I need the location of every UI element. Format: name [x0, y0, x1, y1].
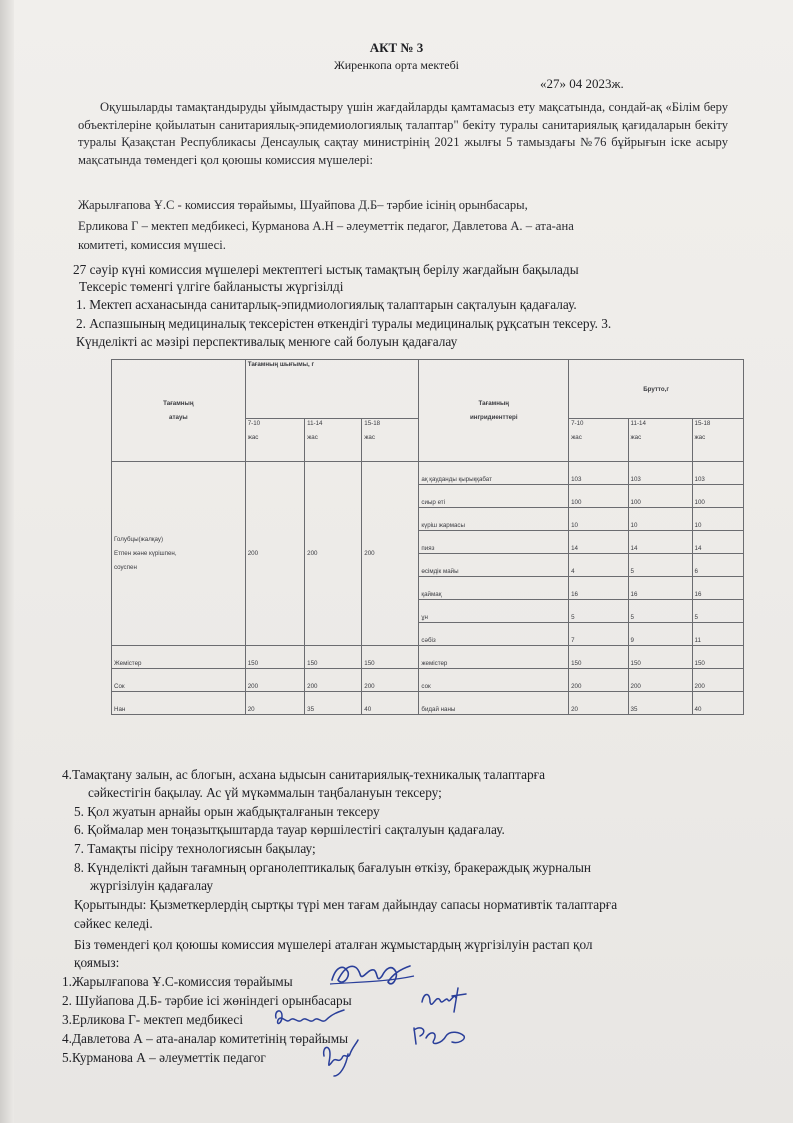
ingredient-name: өсімдік майы [419, 554, 569, 577]
signatory-2: 2. Шуйапова Д.Б- тәрбие ісі жөніндегі орынбасары [62, 993, 352, 1008]
check-item-3: Күнделікті ас мәзірі перспективалық менюге сай болуын қадағалау [76, 334, 458, 349]
brutto-cell: 14 [569, 531, 628, 554]
brutto-cell: 35 [628, 692, 692, 715]
menu-table [111, 359, 744, 715]
brutto-cell: 200 [628, 669, 692, 692]
check-item-1: 1. Мектеп асханасында санитарлық-эпидмиологиялық талаптарын сақталуын қадағалау. [76, 297, 577, 312]
ingredient-name: күріш жармасы [419, 508, 569, 531]
brutto-cell: 5 [628, 600, 692, 623]
members-line-2: Ерликова Г – мектеп медбикесі, Курманова А.Н – әлеуметтік педагог, Давлетова А. – ата-ана [78, 219, 574, 233]
ingredient-name: сиыр еті [419, 485, 569, 508]
check-item-6: 6. Қоймалар мен тоңазытқыштарда тауар көршілестігі сақталуын қадағалау. [74, 822, 505, 837]
signatory-4: 4.Давлетова А – ата-аналар комитетінің төрайымы [62, 1031, 349, 1046]
ingredient-name: ақ қауданды қырыққабат [419, 462, 569, 485]
brutto-cell: 6 [692, 554, 743, 577]
brutto-cell: 150 [569, 646, 628, 669]
check-item-4b: сәйкестігін бақылау. Ас үй мүкәммалын таңбалануын тексеру; [88, 785, 442, 800]
brutto-cell: 14 [692, 531, 743, 554]
brutto-cell: 14 [628, 531, 692, 554]
brutto-cell: 103 [569, 462, 628, 485]
portion-cell: 200 [245, 669, 304, 692]
portion-cell: 40 [362, 692, 419, 715]
ingredient-name: ұн [419, 600, 569, 623]
brutto-cell: 4 [569, 554, 628, 577]
brutto-cell: 5 [569, 600, 628, 623]
brutto-cell: 150 [628, 646, 692, 669]
signature-1 [326, 958, 416, 994]
portion-cell: 200 [305, 462, 362, 646]
ingredient-name: қаймақ [419, 577, 569, 600]
brutto-cell: 9 [628, 623, 692, 646]
signature-5 [318, 1036, 362, 1080]
brutto-cell: 100 [692, 485, 743, 508]
dish-name: Жемістер [112, 646, 246, 669]
signature-4 [408, 1022, 470, 1050]
intro-paragraph: Оқушыларды тамақтандыруды ұйымдастыру үшін жағдайларды қамтамасыз ету мақсатында, сондай-ақ «Білім беру объектілеріне қойылатын санитариялық-эпидемиологиялық талаптар" бекіту туралы санитариялық қағидаларын бекіту туралы Қазақстан Республикасы Денсаулық сақтау министрінің 2021 жылғы 5 тамыздағы №76 бұйрығын іске асыру мақсатында төмендегі қол қоюшы комиссия мүшелері: [78, 100, 728, 167]
page-shadow-edge [0, 0, 14, 1123]
table-row [112, 692, 744, 715]
portion-cell: 150 [305, 646, 362, 669]
signature-2 [418, 984, 470, 1014]
table-row [112, 669, 744, 692]
header-portion: Тағамның шығымы, г [245, 360, 419, 419]
portion-cell: 200 [245, 462, 304, 646]
brutto-cell: 100 [628, 485, 692, 508]
portion-cell: 200 [362, 669, 419, 692]
header-brutto: Брутто,г [569, 360, 744, 419]
check-item-7: 7. Тамақты пісіру технологиясын бақылау; [74, 841, 316, 856]
signatory-1: 1.Жарылғапова Ұ.С-комиссия төрайымы [62, 974, 293, 989]
check-item-8b: жүргізілуін қадағалау [90, 878, 214, 893]
table-row [112, 462, 744, 485]
inspection-line-2: Тексеріс төменгі үлгіге байланысты жүргізілді [79, 279, 344, 294]
table-row [112, 646, 744, 669]
brutto-cell: 200 [569, 669, 628, 692]
age-cell: 11-14 жас [305, 419, 362, 462]
age-cell: 11-14 жас [628, 419, 692, 462]
ingredient-name: сәбіз [419, 623, 569, 646]
confirm-line-1: Біз төмендегі қол қоюшы комиссия мүшелері аталған жұмыстардың жүргізілуін растап қол [74, 937, 593, 952]
members-line-1: Жарылғапова Ұ.С - комиссия төрайымы, Шуайпова Д.Б– тәрбие ісінің орынбасары, [78, 198, 528, 212]
inspection-line-1: 27 сәуір күні комиссия мүшелері мектептегі ыстық тамақтың берілу жағдайын бақылады [73, 262, 579, 277]
brutto-cell: 7 [569, 623, 628, 646]
dish-name: Нан [112, 692, 246, 715]
brutto-cell: 20 [569, 692, 628, 715]
brutto-cell: 5 [628, 554, 692, 577]
portion-cell: 150 [362, 646, 419, 669]
brutto-cell: 10 [569, 508, 628, 531]
brutto-cell: 16 [569, 577, 628, 600]
brutto-cell: 150 [692, 646, 743, 669]
portion-cell: 150 [245, 646, 304, 669]
signature-3 [270, 1004, 348, 1032]
brutto-cell: 11 [692, 623, 743, 646]
portion-cell: 200 [305, 669, 362, 692]
header-ingredients: Тағамның ингридиенттері [419, 360, 569, 462]
portion-cell: 20 [245, 692, 304, 715]
conclusion-line-2: сәйкес келеді. [74, 916, 153, 931]
age-cell: 15-18 жас [362, 419, 419, 462]
brutto-cell: 10 [628, 508, 692, 531]
header-dish-name: Тағамның атауы [112, 360, 246, 462]
signatory-5: 5.Курманова А – әлеуметтік педагог [62, 1050, 266, 1065]
ingredient-name: бидай наны [419, 692, 569, 715]
check-item-8a: 8. Күнделікті дайын тағамның органолептикалық бағалуын өткізу, бракераждық журналын [74, 860, 592, 875]
check-item-2: 2. Аспазшының медициналық тексерістен өткендігі туралы медициналық рұқсатын тексеру. 3. [76, 316, 612, 331]
brutto-cell: 5 [692, 600, 743, 623]
brutto-cell: 10 [692, 508, 743, 531]
ingredient-name: сок [419, 669, 569, 692]
brutto-cell: 103 [628, 462, 692, 485]
age-cell: 15-18 жас [692, 419, 743, 462]
brutto-cell: 40 [692, 692, 743, 715]
check-item-4a: 4.Тамақтану залын, ас блогын, асхана ыдысын санитариялық-техникалық талаптарға [62, 767, 545, 782]
ingredient-name: пияз [419, 531, 569, 554]
brutto-cell: 100 [569, 485, 628, 508]
signatory-3: 3.Ерликова Г- мектеп медбикесі [62, 1012, 244, 1027]
brutto-cell: 200 [692, 669, 743, 692]
school-name: Жиренкопа орта мектебі [333, 58, 460, 72]
conclusion-line-1: Қорытынды: Қызметкерлердің сыртқы түрі мен тағам дайындау сапасы нормативтік талаптарға [74, 897, 618, 912]
check-item-5: 5. Қол жуатын арнайы орын жабдықталғанын тексеру [74, 804, 380, 819]
members-line-3: комитеті, комиссия мүшесі. [78, 238, 226, 252]
ingredient-name: жемістер [419, 646, 569, 669]
act-title: АКТ № 3 [369, 40, 424, 55]
age-cell: 7-10 жас [245, 419, 304, 462]
portion-cell: 200 [362, 462, 419, 646]
dish-name: Сок [112, 669, 246, 692]
portion-cell: 35 [305, 692, 362, 715]
brutto-cell: 16 [692, 577, 743, 600]
age-cell: 7-10 жас [569, 419, 628, 462]
confirm-line-2: қоямыз: [74, 955, 120, 970]
main-dish-name: Голубцы(жалқау) Етпен және күрішпен, соуспен [112, 462, 246, 646]
brutto-cell: 16 [628, 577, 692, 600]
act-date: «27» 04 2023ж. [540, 76, 624, 91]
brutto-cell: 103 [692, 462, 743, 485]
